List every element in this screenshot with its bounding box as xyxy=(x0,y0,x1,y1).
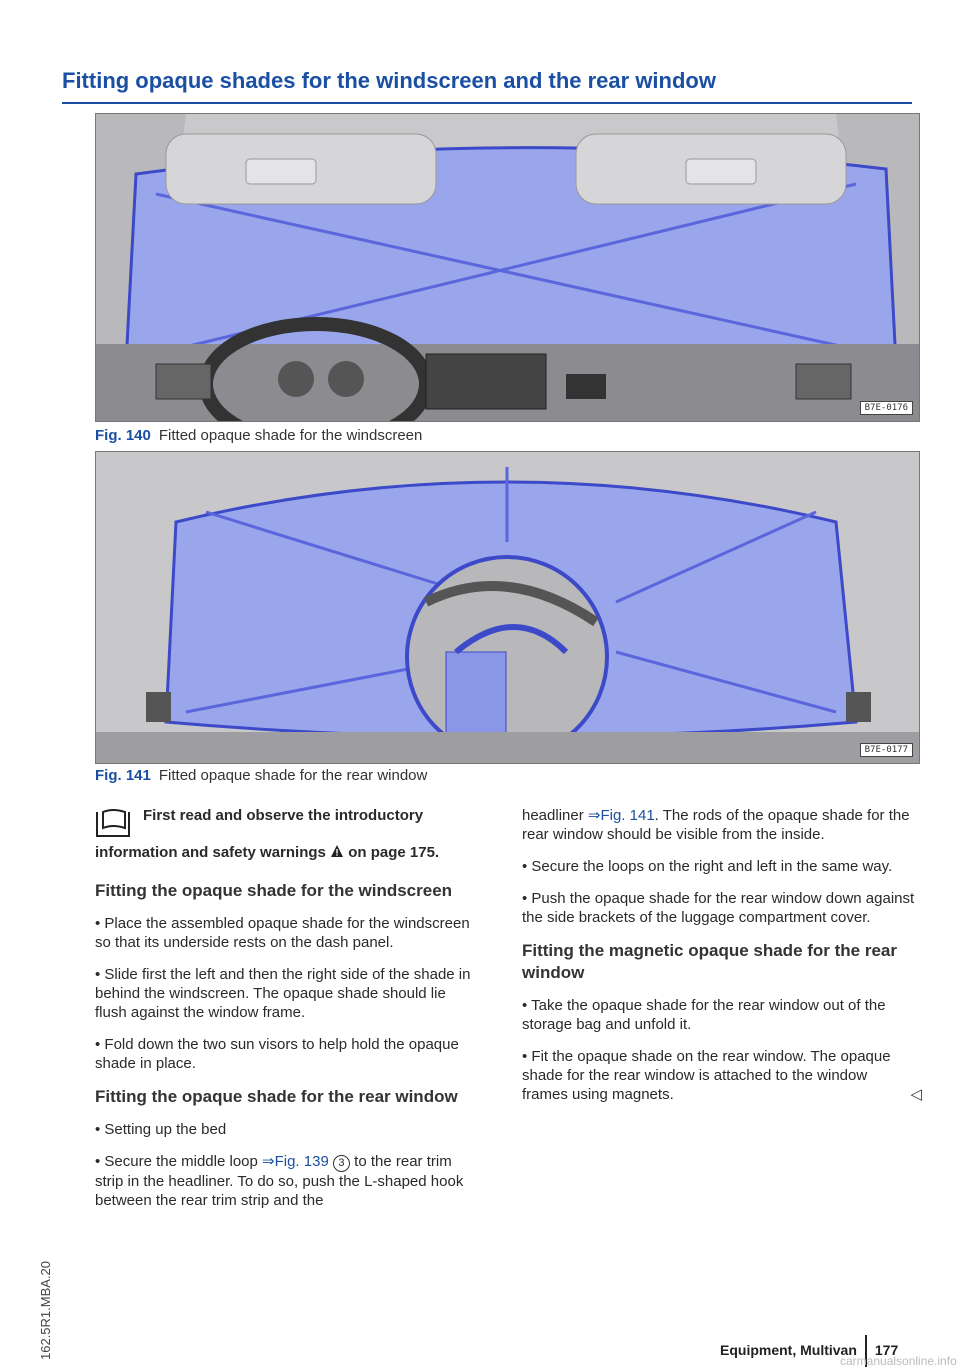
section-heading: Fitting the magnetic opaque shade for the rear window xyxy=(522,941,897,982)
section-heading: Fitting the opaque shade for the rear window xyxy=(95,1087,458,1106)
figure-link[interactable]: ⇒Fig. 141 xyxy=(587,807,655,824)
figure-link[interactable]: ⇒Fig. 139 xyxy=(262,1153,329,1170)
figure-code: B7E-0177 xyxy=(860,743,913,757)
callout-number: 3 xyxy=(333,1155,350,1172)
bullet-item: • Fit the opaque shade on the rear window. The opaque shade for the rear window is attached to the window frames using magnets. ◁ xyxy=(522,1048,922,1103)
bullet-item: • Secure the middle loop ⇒Fig. 139 3 to the rear trim strip in the headliner. To do so, push the L-shaped hook between the rear trim strip and the xyxy=(95,1153,464,1209)
page-number: 177 xyxy=(874,1342,899,1358)
end-of-section-icon: ◁ xyxy=(910,1086,922,1103)
warning-icon xyxy=(330,844,344,858)
book-icon xyxy=(95,808,133,843)
section-heading: Fitting the opaque shade for the windscreen xyxy=(95,881,453,900)
document-code: 162.5R1.MBA.20 xyxy=(38,1260,53,1360)
rear-window-shade-figure xyxy=(95,451,920,764)
watermark: carmanualsonline.info xyxy=(840,1354,957,1368)
figure-number: Fig. 140 xyxy=(95,427,151,444)
windscreen-shade-figure xyxy=(95,113,920,422)
bullet-item: • Take the opaque shade for the rear window out of the storage bag and unfold it. xyxy=(522,997,886,1033)
left-column xyxy=(95,806,480,1223)
right-column xyxy=(522,806,922,1117)
intro-page-ref: on page 175. xyxy=(348,844,440,861)
page-title: Fitting opaque shades for the windscreen and the rear window xyxy=(62,68,912,104)
bullet-item: • Slide first the left and then the right side of the shade in behind the windscreen. The opaque shade should lie flush against the window frame. xyxy=(95,966,471,1021)
intro-text: First read and observe the introductory information and safety warnings xyxy=(95,807,424,861)
bullet-item: • Place the assembled opaque shade for the windscreen so that its underside rests on the dash panel. xyxy=(95,915,470,951)
intro-note xyxy=(95,806,480,862)
paragraph-continuation: headliner ⇒Fig. 141. The rods of the opaque shade for the rear window should be visible from the inside. xyxy=(522,807,910,843)
figure-caption xyxy=(95,427,422,444)
figure-code: B7E-0176 xyxy=(860,401,913,415)
caption-text: Fitted opaque shade for the rear window xyxy=(158,767,428,784)
bullet-item: • Fold down the two sun visors to help hold the opaque shade in place. xyxy=(95,1036,459,1072)
bullet-item: • Secure the loops on the right and left in the same way. xyxy=(522,858,893,875)
windscreen-illustration xyxy=(96,114,919,421)
caption-text: Fitted opaque shade for the windscreen xyxy=(158,427,423,444)
footer-section: Equipment, Multivan xyxy=(720,1342,857,1358)
bullet-item: • Setting up the bed xyxy=(95,1121,227,1138)
rear-window-illustration xyxy=(96,452,919,763)
figure-caption xyxy=(95,767,427,784)
figure-number: Fig. 141 xyxy=(95,767,151,784)
bullet-item: • Push the opaque shade for the rear window down against the side brackets of the luggage compartment cover. xyxy=(522,890,915,926)
